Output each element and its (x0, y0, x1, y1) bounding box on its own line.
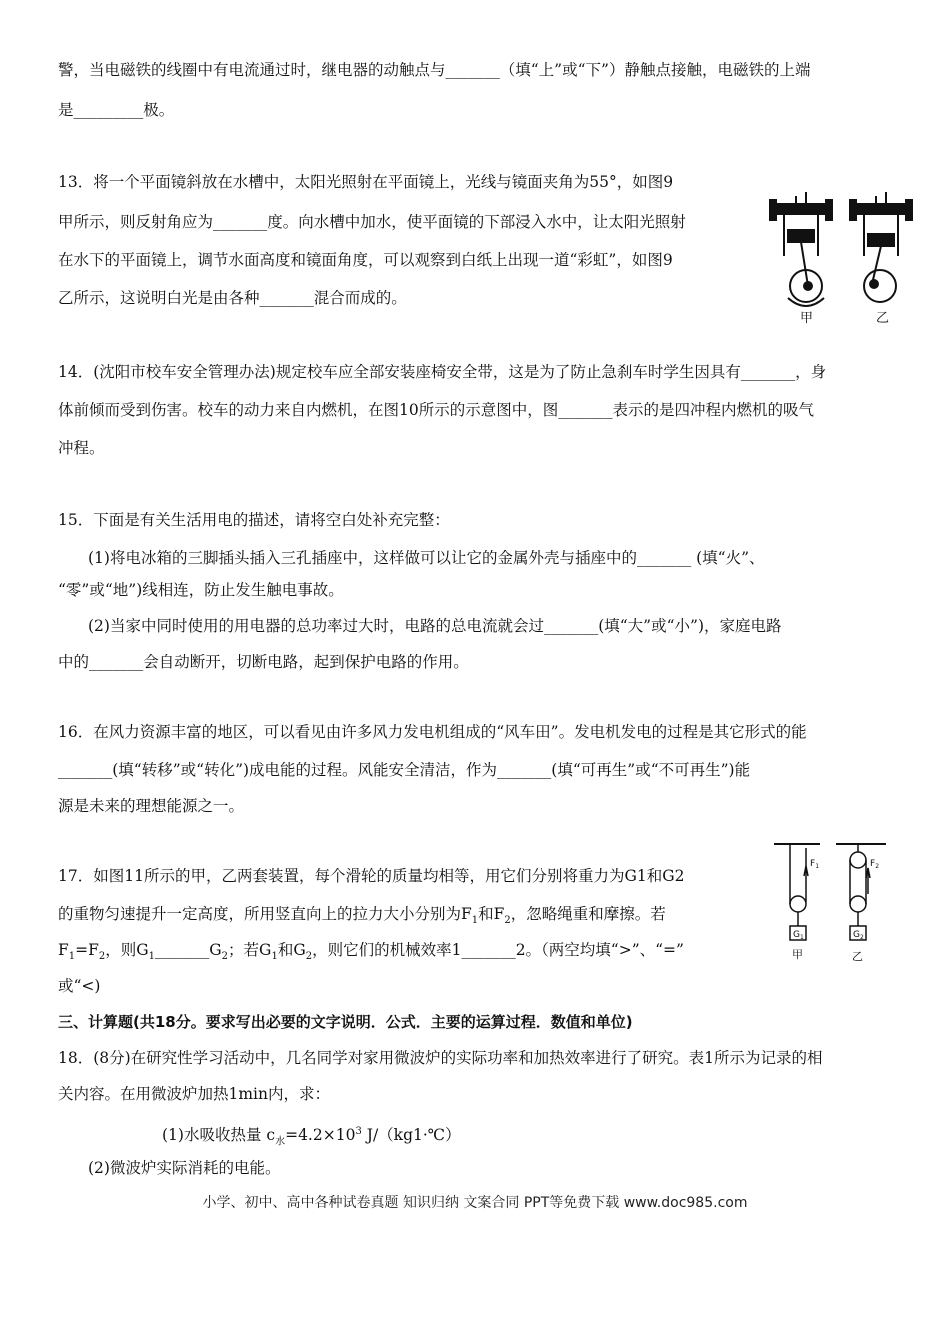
text-line: 在水下的平面镜上，调节水面高度和镜面角度，可以观察到白纸上出现一道“彩虹”，如图9 (58, 251, 673, 269)
text-line: 体前倾而受到伤害。校车的动力来自内燃机，在图10所示的示意图中，图_______表示的是四冲程内燃机的吸气 (58, 401, 814, 419)
label-g2: $G_2$ (853, 930, 864, 941)
text-line: $F_1=F_2$，则$G_1\_\_\_\_\_\_\_G_2$；若$G_1$和$G_2$，则它们的机械效率1_______2。（两空均填“>”、“=” (58, 941, 684, 963)
pulley-b-top (850, 852, 866, 868)
question-16: 16．在风力资源丰富的地区，可以看见由许多风力发电机组成的“风车田”。发电机发电的过程是其它形式的能 (58, 723, 807, 741)
fig11-label-b: 乙 (852, 950, 863, 963)
question-14: 14．(沈阳市校车安全管理办法)规定校车应全部安装座椅安全带，这是为了防止急刹车时学生因具有_______，身 (58, 363, 827, 381)
fig9-label-b: 乙 (876, 311, 890, 326)
text-line: 关内容。在用微波炉加热1min内，求： (58, 1085, 331, 1103)
fig11-label-a: 甲 (792, 948, 803, 961)
text-line: 中的_______会自动断开，切断电路，起到保护电路的作用。 (58, 653, 469, 671)
page-footer: 小学、初中、高中各种试卷真题 知识归纳 文案合同 PPT等免费下载 www.doc985.com (202, 1195, 748, 1211)
text-line: (2)微波炉实际消耗的电能。 (88, 1159, 281, 1177)
pulley-b-bottom (850, 896, 866, 912)
text-line: 乙所示，这说明白光是由各种_______混合而成的。 (58, 289, 407, 307)
text-line: 是_________极。 (58, 101, 175, 119)
engine-a (770, 192, 832, 306)
pulley-a (790, 896, 806, 912)
text-line: _______(填“转移”或“转化”)成电能的过程。风能安全清洁，作为_______(填“可再生”或“不可再生”)能 (58, 761, 751, 779)
text-line: (2)当家中同时使用的用电器的总功率过大时，电路的总电流就会过_______(填“大”或“小”)，家庭电路 (88, 617, 782, 635)
label-f2: $F_2$ (870, 859, 880, 870)
text-line: (1)将电冰箱的三脚插头插入三孔插座中，这样做可以让它的金属外壳与插座中的_______ (填“火”、 (88, 549, 765, 567)
label-g1: $G_1$ (793, 930, 804, 941)
question-18: 18．(8分)在研究性学习活动中，几名同学对家用微波炉的实际功率和加热效率进行了研究。表1所示为记录的相 (58, 1049, 823, 1067)
question-17: 17．如图11所示的甲，乙两套装置，每个滑轮的质量均相等，用它们分别将重力为G1和G2 (58, 867, 685, 885)
text-line: 的重物匀速提升一定高度，所用竖直向上的拉力大小分别为$F_1$和$F_2$，忽略绳重和摩擦。若 (58, 905, 666, 927)
engine-b (850, 192, 912, 302)
question-15: 15．下面是有关生活用电的描述，请将空白处补充完整： (58, 511, 450, 529)
text-line: 甲所示，则反射角应为_______度。向水槽中加水，使平面镜的下部浸入水中，让太阳光照射 (58, 213, 686, 231)
text-line: 或“<) (58, 977, 101, 995)
text-line: 冲程。 (58, 439, 105, 457)
question-13: 13．将一个平面镜斜放在水槽中，太阳光照射在平面镜上，光线与镜面夹角为55°，如图9 (58, 173, 674, 191)
engine-figure (766, 186, 916, 326)
label-f1: $F_1$ (810, 859, 820, 870)
text-line: (1)水吸收热量 $c_水=4.2\times 10^3$ J/（kg1·℃） (162, 1126, 461, 1148)
text-line: “零”或“地”)线相连，防止发生触电事故。 (58, 581, 344, 599)
text-line: 警，当电磁铁的线圈中有电流通过时，继电器的动触点与_______（填“上”或“下”）静触点接触，电磁铁的上端 (58, 61, 811, 79)
section-heading: 三、计算题(共18分。要求写出必要的文字说明．公式．主要的运算过程．数值和单位) (58, 1013, 633, 1031)
fig9-label-a: 甲 (800, 311, 814, 326)
text-line: 源是未来的理想能源之一。 (58, 797, 245, 815)
pulley-figure (770, 838, 890, 968)
